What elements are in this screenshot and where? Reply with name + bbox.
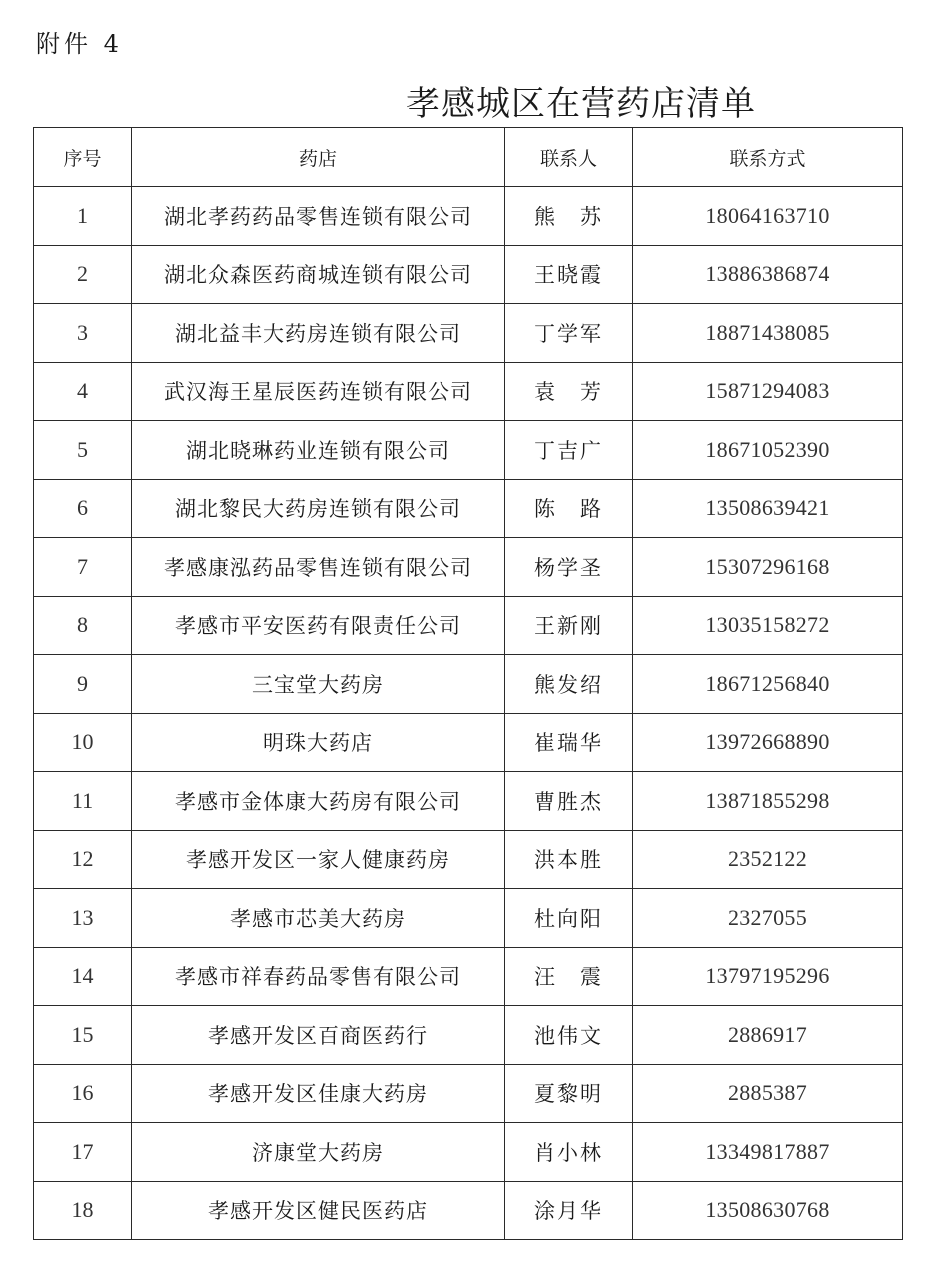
table-row bbox=[34, 1181, 903, 1240]
store-name: 济康堂大药房 bbox=[132, 1123, 505, 1182]
store-name: 孝感开发区百商医药行 bbox=[132, 1006, 505, 1065]
contact-phone: 18064163710 bbox=[633, 187, 903, 246]
contact-person: 夏黎明 bbox=[505, 1064, 633, 1123]
document-title: 孝感城区在营药店清单 bbox=[406, 84, 756, 124]
contact-phone: 2327055 bbox=[633, 889, 903, 948]
contact-person: 肖小林 bbox=[505, 1123, 633, 1182]
row-index: 14 bbox=[34, 947, 132, 1006]
row-index: 4 bbox=[34, 362, 132, 421]
contact-phone: 13797195296 bbox=[633, 947, 903, 1006]
contact-person: 池伟文 bbox=[505, 1006, 633, 1065]
store-name: 孝感开发区健民医药店 bbox=[132, 1181, 505, 1240]
row-index: 17 bbox=[34, 1123, 132, 1182]
contact-person: 丁吉广 bbox=[505, 421, 633, 480]
pharmacy-table bbox=[33, 127, 903, 1240]
table-row bbox=[34, 1006, 903, 1065]
contact-phone: 2352122 bbox=[633, 830, 903, 889]
contact-phone: 15871294083 bbox=[633, 362, 903, 421]
row-index: 1 bbox=[34, 187, 132, 246]
contact-phone: 15307296168 bbox=[633, 538, 903, 597]
row-index: 8 bbox=[34, 596, 132, 655]
contact-person: 杜向阳 bbox=[505, 889, 633, 948]
contact-person: 杨学圣 bbox=[505, 538, 633, 597]
row-index: 12 bbox=[34, 830, 132, 889]
attachment-label: 附件 4 bbox=[36, 30, 123, 58]
table-row bbox=[34, 479, 903, 538]
contact-person: 崔瑞华 bbox=[505, 713, 633, 772]
row-index: 6 bbox=[34, 479, 132, 538]
table-row bbox=[34, 713, 903, 772]
table-row bbox=[34, 538, 903, 597]
row-index: 10 bbox=[34, 713, 132, 772]
contact-person: 丁学军 bbox=[505, 304, 633, 363]
contact-person: 熊 苏 bbox=[505, 187, 633, 246]
contact-phone: 2886917 bbox=[633, 1006, 903, 1065]
row-index: 5 bbox=[34, 421, 132, 480]
row-index: 3 bbox=[34, 304, 132, 363]
table-row bbox=[34, 1064, 903, 1123]
column-header-store: 药店 bbox=[132, 128, 505, 187]
contact-person: 涂月华 bbox=[505, 1181, 633, 1240]
store-name: 孝感市祥春药品零售有限公司 bbox=[132, 947, 505, 1006]
contact-phone: 13349817887 bbox=[633, 1123, 903, 1182]
table-row bbox=[34, 830, 903, 889]
row-index: 2 bbox=[34, 245, 132, 304]
store-name: 孝感开发区佳康大药房 bbox=[132, 1064, 505, 1123]
column-header-contact: 联系人 bbox=[505, 128, 633, 187]
contact-person: 汪 震 bbox=[505, 947, 633, 1006]
store-name: 孝感康泓药品零售连锁有限公司 bbox=[132, 538, 505, 597]
table-row bbox=[34, 772, 903, 831]
store-name: 孝感市芯美大药房 bbox=[132, 889, 505, 948]
store-name: 明珠大药店 bbox=[132, 713, 505, 772]
contact-phone: 13508630768 bbox=[633, 1181, 903, 1240]
contact-person: 袁 芳 bbox=[505, 362, 633, 421]
column-header-index: 序号 bbox=[34, 128, 132, 187]
table-row bbox=[34, 362, 903, 421]
row-index: 11 bbox=[34, 772, 132, 831]
contact-person: 王新刚 bbox=[505, 596, 633, 655]
table-row bbox=[34, 421, 903, 480]
table-row bbox=[34, 889, 903, 948]
row-index: 9 bbox=[34, 655, 132, 714]
table-row bbox=[34, 187, 903, 246]
contact-phone: 13871855298 bbox=[633, 772, 903, 831]
contact-phone: 13035158272 bbox=[633, 596, 903, 655]
row-index: 7 bbox=[34, 538, 132, 597]
table-header bbox=[34, 128, 903, 187]
store-name: 三宝堂大药房 bbox=[132, 655, 505, 714]
row-index: 15 bbox=[34, 1006, 132, 1065]
table-row bbox=[34, 304, 903, 363]
table-row bbox=[34, 947, 903, 1006]
contact-person: 熊发绍 bbox=[505, 655, 633, 714]
contact-phone: 18671256840 bbox=[633, 655, 903, 714]
column-header-phone: 联系方式 bbox=[633, 128, 903, 187]
store-name: 武汉海王星辰医药连锁有限公司 bbox=[132, 362, 505, 421]
row-index: 18 bbox=[34, 1181, 132, 1240]
table-row bbox=[34, 596, 903, 655]
contact-phone: 13972668890 bbox=[633, 713, 903, 772]
contact-phone: 13508639421 bbox=[633, 479, 903, 538]
table-row bbox=[34, 1123, 903, 1182]
contact-phone: 18671052390 bbox=[633, 421, 903, 480]
store-name: 湖北黎民大药房连锁有限公司 bbox=[132, 479, 505, 538]
row-index: 13 bbox=[34, 889, 132, 948]
contact-phone: 13886386874 bbox=[633, 245, 903, 304]
contact-phone: 18871438085 bbox=[633, 304, 903, 363]
store-name: 湖北晓琳药业连锁有限公司 bbox=[132, 421, 505, 480]
contact-person: 洪本胜 bbox=[505, 830, 633, 889]
contact-person: 王晓霞 bbox=[505, 245, 633, 304]
contact-person: 曹胜杰 bbox=[505, 772, 633, 831]
row-index: 16 bbox=[34, 1064, 132, 1123]
store-name: 孝感市金体康大药房有限公司 bbox=[132, 772, 505, 831]
table-header-row bbox=[34, 128, 903, 187]
table-row bbox=[34, 655, 903, 714]
contact-phone: 2885387 bbox=[633, 1064, 903, 1123]
table-body bbox=[34, 187, 903, 1240]
store-name: 孝感市平安医药有限责任公司 bbox=[132, 596, 505, 655]
store-name: 湖北益丰大药房连锁有限公司 bbox=[132, 304, 505, 363]
contact-person: 陈 路 bbox=[505, 479, 633, 538]
store-name: 湖北孝药药品零售连锁有限公司 bbox=[132, 187, 505, 246]
store-name: 孝感开发区一家人健康药房 bbox=[132, 830, 505, 889]
table-row bbox=[34, 245, 903, 304]
store-name: 湖北众森医药商城连锁有限公司 bbox=[132, 245, 505, 304]
